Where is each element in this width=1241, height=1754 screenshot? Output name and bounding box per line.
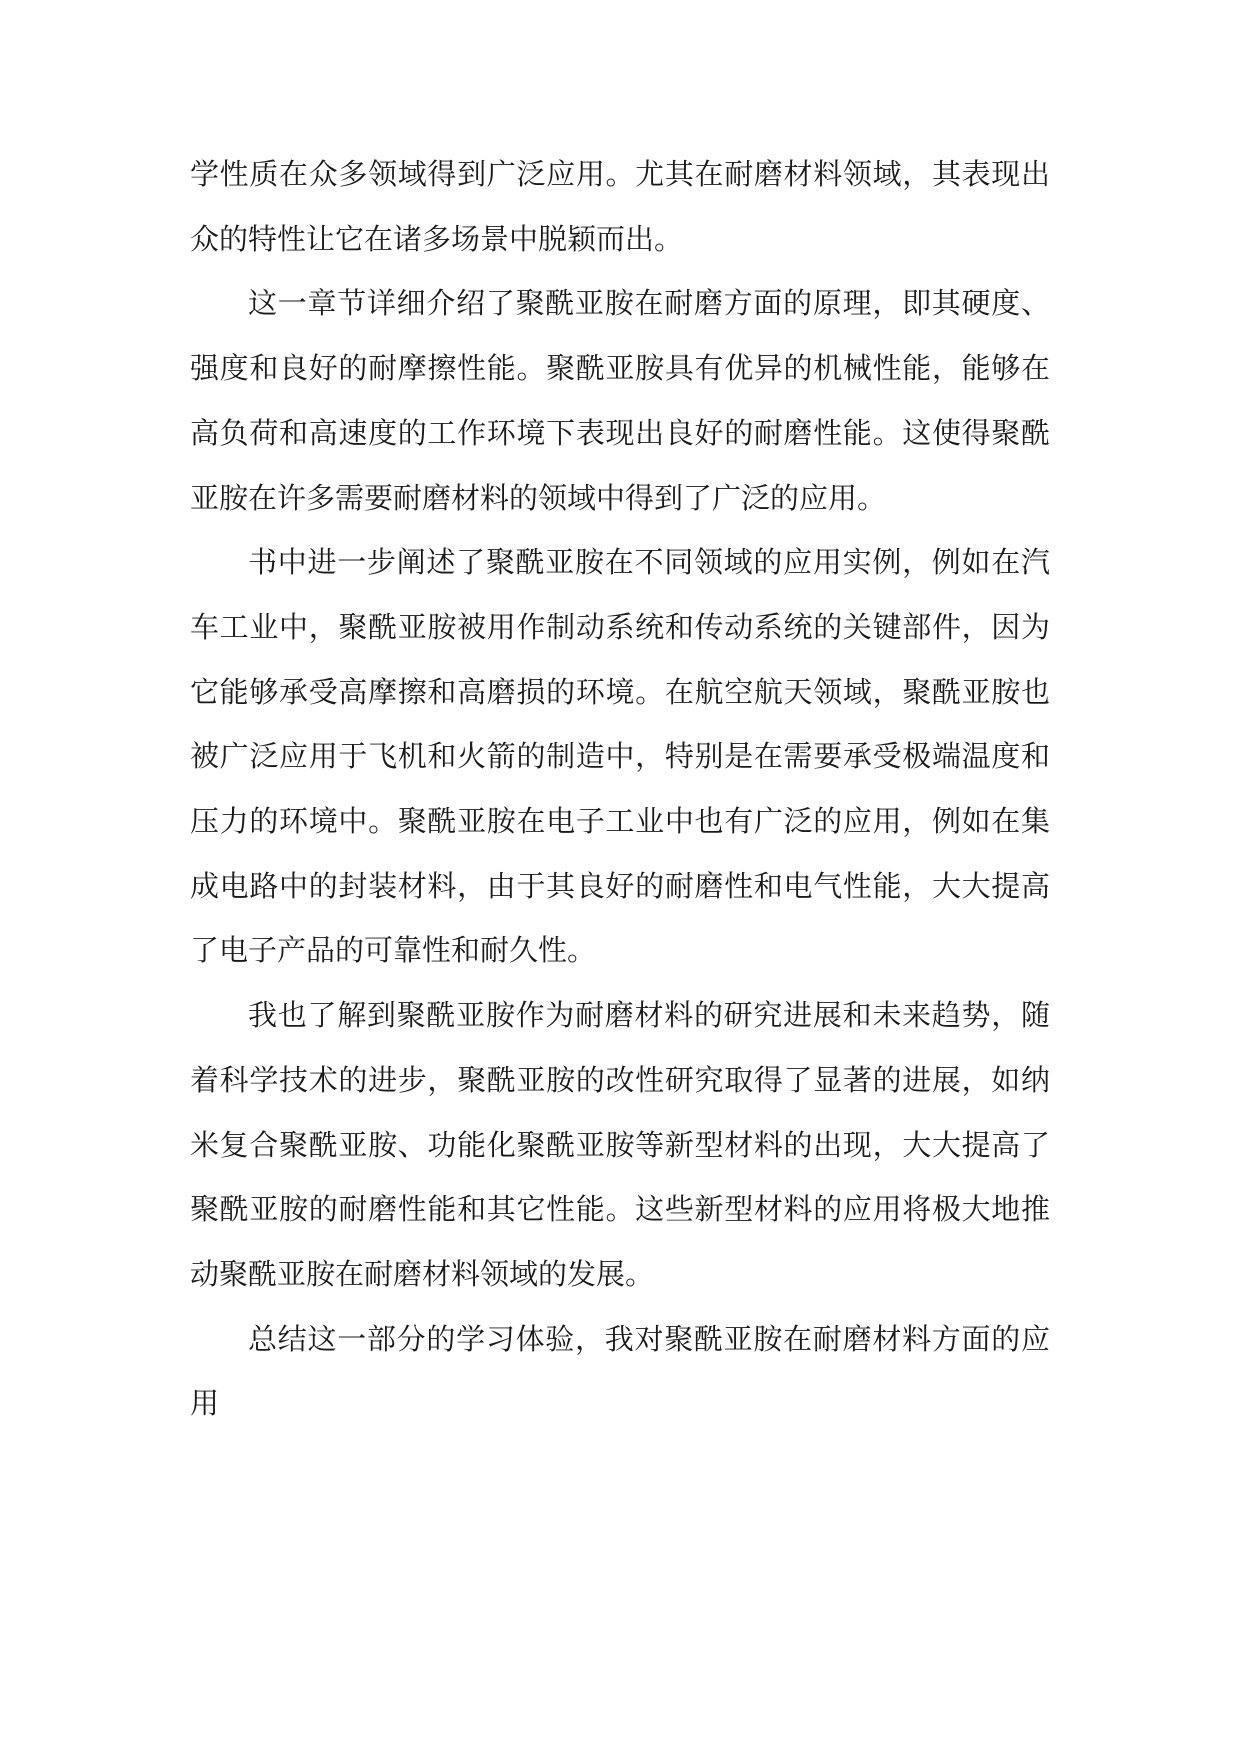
paragraph-continuation: 学性质在众多领域得到广泛应用。尤其在耐磨材料领域，其表现出众的特性让它在诸多场景中脱颖而出。 — [190, 157, 1050, 256]
paragraph-summary: 总结这一部分的学习体验，我对聚酰亚胺在耐磨材料方面的应用 — [190, 1321, 1050, 1421]
paragraph-wear-principle: 这一章节详细介绍了聚酰亚胺在耐磨方面的原理，即其硬度、强度和良好的耐摩擦性能。聚酰亚胺具有优异的机械性能，能够在高负荷和高速度的工作环境下表现出良好的耐磨性能。这使得聚酰亚胺在许多需要耐磨材料的领域中得到了广泛的应用。 — [190, 286, 1050, 515]
document-body — [190, 142, 1050, 1436]
paragraph-research-progress: 我也了解到聚酰亚胺作为耐磨材料的研究进展和未来趋势，随着科学技术的进步，聚酰亚胺的改性研究取得了显著的进展，如纳米复合聚酰亚胺、功能化聚酰亚胺等新型材料的出现，大大提高了聚酰亚胺的耐磨性能和其它性能。这些新型材料的应用将极大地推动聚酰亚胺在耐磨材料领域的发展。 — [190, 998, 1050, 1291]
paragraph-application-examples: 书中进一步阐述了聚酰亚胺在不同领域的应用实例，例如在汽车工业中，聚酰亚胺被用作制动系统和传动系统的关键部件，因为它能够承受高摩擦和高磨损的环境。在航空航天领域，聚酰亚胺也被广泛应用于飞机和火箭的制造中，特别是在需要承受极端温度和压力的环境中。聚酰亚胺在电子工业中也有广泛的应用，例如在集成电路中的封装材料，由于其良好的耐磨性和电气性能，大大提高了电子产品的可靠性和耐久性。 — [190, 545, 1050, 968]
